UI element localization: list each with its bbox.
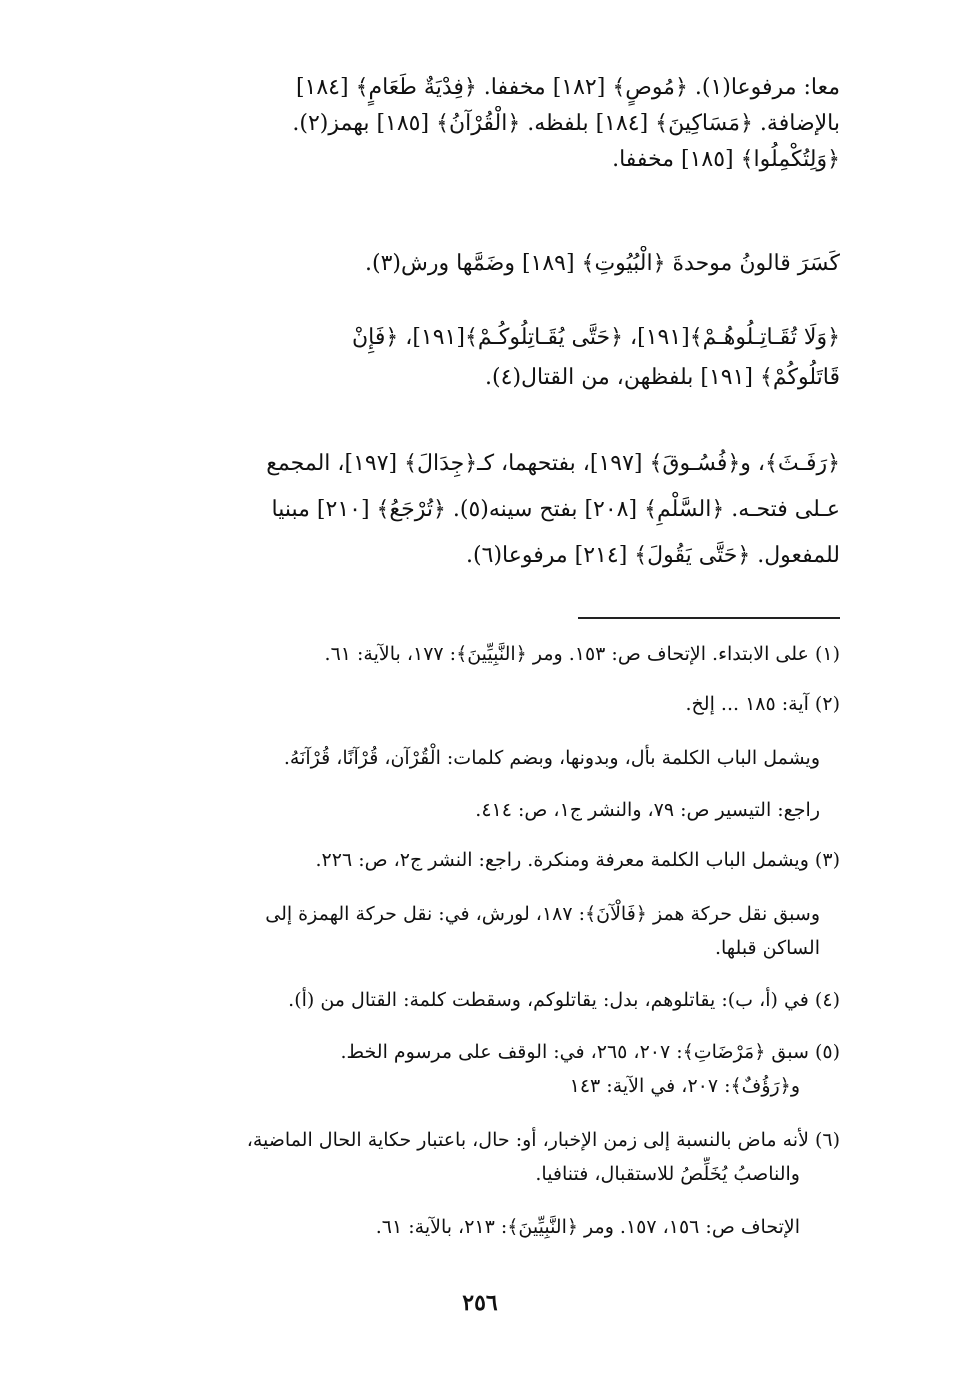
page-number: ٢٥٦ bbox=[462, 1290, 498, 1316]
footnote-line: الإتحاف ص: ١٥٦، ١٥٧. ومر ﴿النَّبِيِّينَ﴾: ٢١٣، بالآية: ٦١. bbox=[375, 1216, 800, 1238]
text-line: للمفعول. ﴿حَتَّى يَقُولَ﴾ [٢١٤] مرفوعا(٦). bbox=[466, 543, 840, 568]
text-line: كَسَرَ قالونُ موحدةَ ﴿الْبُيُوتِ﴾ [١٨٩] وضَمَّها ورش(٣). bbox=[365, 251, 840, 276]
text-line: قَاتَلُوكُمْ﴾ [١٩١] بلفظهن، من القتال(٤). bbox=[485, 365, 840, 390]
footnote-1 bbox=[128, 637, 840, 671]
paragraph-4 bbox=[128, 441, 840, 579]
footnote-line: و﴿رَؤُفٌ﴾: ٢٠٧، في الآية: ١٤٣ bbox=[569, 1075, 800, 1097]
footnote-2 bbox=[128, 687, 840, 721]
footnote-5 bbox=[128, 1035, 840, 1103]
paragraph-1 bbox=[128, 70, 840, 178]
footnote-line: (١) على الابتداء. الإتحاف ص: ١٥٣. ومر ﴿النَّبِيِّينَ﴾: ١٧٧، بالآية: ٦١. bbox=[324, 643, 840, 665]
footnote-6-ref bbox=[128, 1210, 840, 1244]
footnote-line: (٥) سبق ﴿مَرْضَاتِ﴾: ٢٠٧، ٢٦٥، في: الوقف على مرسوم الخط. bbox=[340, 1041, 840, 1063]
footnote-separator bbox=[578, 617, 840, 619]
paragraph-2 bbox=[128, 246, 840, 282]
paragraph-3 bbox=[128, 318, 840, 398]
footnote-2-extra bbox=[128, 741, 840, 775]
text-line: ﴿وَلِتُكْمِلُوا﴾ [١٨٥] مخففا. bbox=[612, 147, 840, 172]
footnote-3-extra bbox=[128, 897, 840, 965]
text-line: بالإضافة. ﴿مَسَاكِينَ﴾ [١٨٤] بلفظه. ﴿الْقُرْآنُ﴾ [١٨٥] بهمز(٢). bbox=[292, 111, 840, 136]
footnote-line: وسبق نقل حركة همز ﴿فَالْآنَ﴾: ١٨٧، لورش، في: نقل حركة الهمزة إلى bbox=[265, 903, 820, 925]
text-line: عـلى فتحـه. ﴿السَّلْمِ﴾ [٢٠٨] بفتح سينه(٥). ﴿تُرْجَعُ﴾ [٢١٠] مبنيا bbox=[271, 497, 840, 522]
footnote-3 bbox=[128, 843, 840, 877]
footnote-line: ويشمل الباب الكلمة بأل، وبدونها، وبضم كلمات: الْقُرْآن، قُرْآنًا، قُرْآنَهُ. bbox=[283, 747, 820, 769]
footnote-4 bbox=[128, 983, 840, 1017]
text-line: معا: مرفوعا(١). ﴿مُوصٍ﴾ [١٨٢] مخففا. ﴿فِدْيَةٌ طَعَامٍ﴾ [١٨٤] bbox=[295, 75, 840, 100]
footnote-line: (٦) لأنه ماض بالنسبة إلى زمن الإخبار، أو: حال، باعتبار حكاية الحال الماضية، bbox=[246, 1129, 840, 1151]
footnote-line: (٤) في (أ، ب): يقاتلوهم، بدل: يقاتلوكم، وسقطت كلمة: القتال من (أ). bbox=[288, 989, 840, 1011]
footnote-2-ref bbox=[128, 793, 840, 827]
footnote-6 bbox=[128, 1123, 840, 1191]
text-line: ﴿وَلَا تُقَـاتِـلُوهُـمْ﴾[١٩١]، ﴿حَتَّى يُقَـاتِلُوكُـمْ﴾[١٩١]، ﴿فَإِنْ bbox=[351, 325, 840, 350]
text-line: ﴿رَفَـثَ﴾، و﴿فُسُـوقَ﴾ [١٩٧]، بفتحهما، كـ﴿جِدَالَ﴾ [١٩٧]، المجمع bbox=[266, 451, 840, 476]
footnote-line: راجع: التيسير ص: ٧٩، والنشر ج١، ص: ٤١٤. bbox=[475, 799, 820, 821]
footnote-line: (٢) آية: ١٨٥ ... إلخ. bbox=[685, 693, 840, 715]
footnote-line: الساكن قبلها. bbox=[714, 937, 820, 959]
footnote-line: والناصبُ يُخَلِّصُ للاستقبال، فتنافيا. bbox=[535, 1163, 800, 1185]
footnote-line: (٣) ويشمل الباب الكلمة معرفة ومنكرة. راجع: النشر ج٢، ص: ٢٢٦. bbox=[315, 849, 840, 871]
